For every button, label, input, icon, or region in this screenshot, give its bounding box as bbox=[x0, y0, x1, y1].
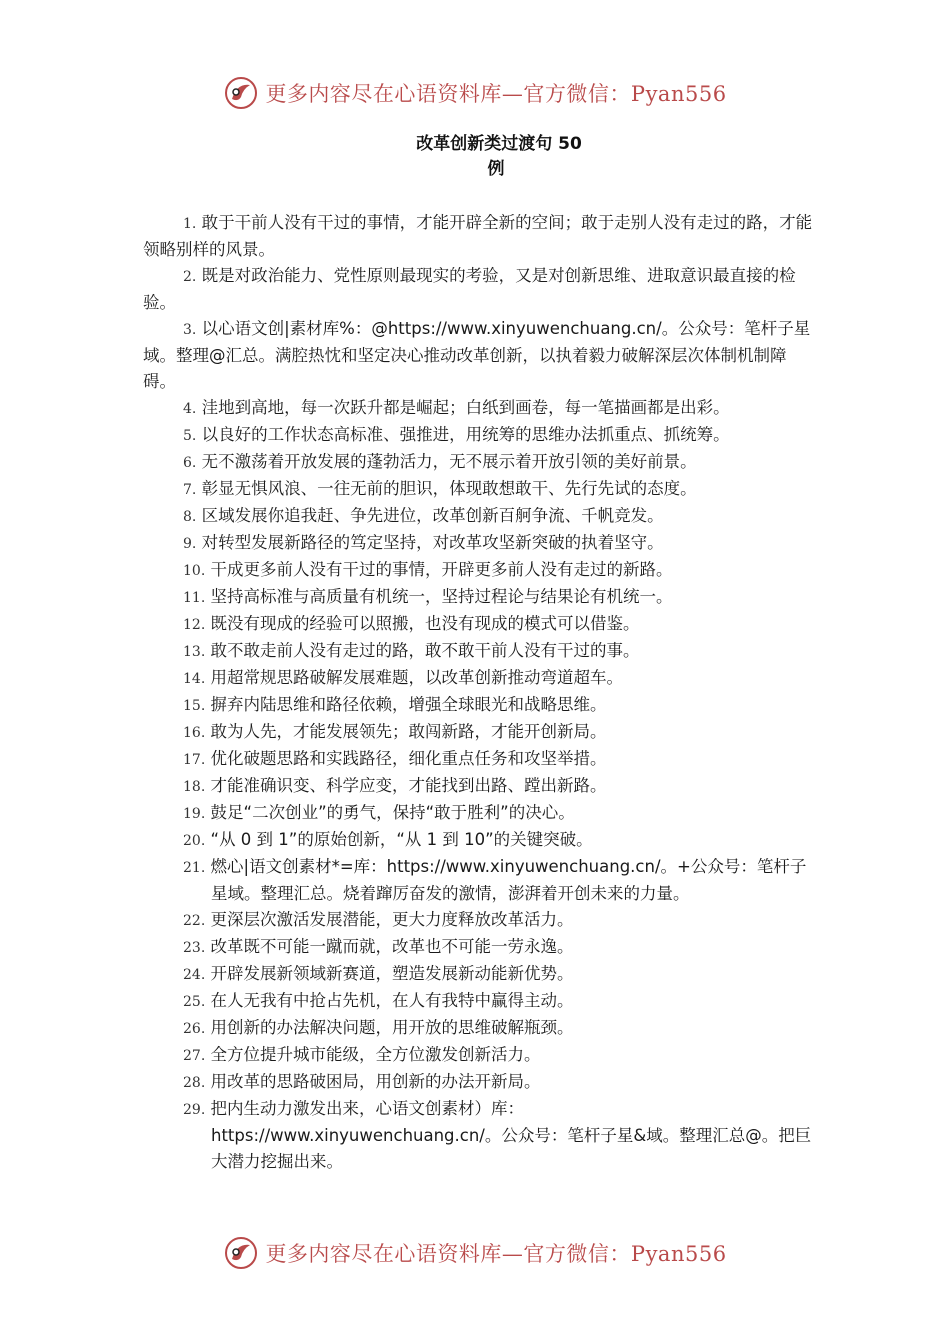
title-line-1: 改革创新类过渡句 50 bbox=[416, 134, 582, 154]
list-item bbox=[143, 934, 813, 961]
item-text: 全方位提升城市能级，全方位激发创新活力。 bbox=[210, 1045, 541, 1064]
item-text: 用创新的办法解决问题，用开放的思维破解瓶颈。 bbox=[210, 1018, 574, 1037]
item-number: 20. bbox=[183, 833, 206, 849]
item-number: 13. bbox=[183, 644, 206, 660]
list-item bbox=[143, 316, 813, 395]
item-number: 25. bbox=[183, 994, 206, 1010]
list-item bbox=[143, 1015, 813, 1042]
item-text: 敢于干前人没有干过的事情，才能开辟全新的空间；敢于走别人没有走过的路，才能领略别样的风景。 bbox=[143, 213, 813, 259]
item-number: 10. bbox=[183, 563, 206, 579]
list-item bbox=[143, 1042, 813, 1069]
item-text: 优化破题思路和实践路径，细化重点任务和攻坚举措。 bbox=[210, 749, 607, 768]
item-number: 9. bbox=[183, 536, 197, 552]
footer-watermark bbox=[0, 1233, 950, 1273]
list-item bbox=[143, 665, 813, 692]
item-number: 22. bbox=[183, 913, 206, 929]
list-item bbox=[143, 773, 813, 800]
item-text: 更深层次激活发展潜能，更大力度释放改革活力。 bbox=[210, 910, 574, 929]
list-item bbox=[143, 584, 813, 611]
watermark-text: 更多内容尽在心语资料库—官方微信：Pyan556 bbox=[265, 1242, 727, 1266]
page-title bbox=[0, 132, 950, 182]
list-item bbox=[143, 263, 813, 316]
item-number: 27. bbox=[183, 1048, 206, 1064]
item-number: 4. bbox=[183, 401, 197, 417]
item-text: 燃心|语文创素材*=库：https://www.xinyuwenchuang.cn/。+公众号：笔杆子星域。整理汇总。烧着蹿厉奋发的激情，澎湃着开创未来的力量。 bbox=[210, 857, 807, 903]
list-item bbox=[143, 800, 813, 827]
item-text: 区域发展你追我赶、争先进位，改革创新百舸争流、千帆竞发。 bbox=[201, 506, 664, 525]
item-number: 21. bbox=[183, 860, 206, 876]
item-text: 以心语文创|素材库%：@https://www.xinyuwenchuang.cn/。公众号：笔杆子星域。整理@汇总。满腔热忱和坚定决心推动改革创新，以执着毅力破解深层次体制机制障碍。 bbox=[143, 319, 811, 391]
item-text: 才能准确识变、科学应变，才能找到出路、蹚出新路。 bbox=[210, 776, 607, 795]
item-number: 12. bbox=[183, 617, 206, 633]
item-text: 洼地到高地，每一次跃升都是崛起；白纸到画卷，每一笔描画都是出彩。 bbox=[201, 398, 730, 417]
list-item bbox=[143, 827, 813, 854]
list-item bbox=[143, 449, 813, 476]
watermark-text: 更多内容尽在心语资料库—官方微信：Pyan556 bbox=[265, 82, 727, 106]
brand-logo-icon bbox=[223, 75, 259, 111]
item-text: 敢为人先，才能发展领先；敢闯新路，才能开创新局。 bbox=[210, 722, 607, 741]
item-number: 8. bbox=[183, 509, 197, 525]
list-item bbox=[143, 1069, 813, 1096]
item-number: 17. bbox=[183, 752, 206, 768]
list-item bbox=[143, 611, 813, 638]
item-text: 对转型发展新路径的笃定坚持，对改革攻坚新突破的执着坚守。 bbox=[201, 533, 664, 552]
item-number: 6. bbox=[183, 455, 197, 471]
item-text: 用改革的思路破困局，用创新的办法开新局。 bbox=[210, 1072, 541, 1091]
item-number: 7. bbox=[183, 482, 197, 498]
item-text: 既是对政治能力、党性原则最现实的考验，又是对创新思维、进取意识最直接的检验。 bbox=[143, 266, 796, 312]
item-text: “从 0 到 1”的原始创新，“从 1 到 10”的关键突破。 bbox=[210, 830, 593, 849]
item-text: 既没有现成的经验可以照搬，也没有现成的模式可以借鉴。 bbox=[210, 614, 640, 633]
item-number: 23. bbox=[183, 940, 206, 956]
item-number: 2. bbox=[183, 269, 197, 285]
list-item bbox=[143, 692, 813, 719]
item-number: 24. bbox=[183, 967, 206, 983]
item-text: 在人无我有中抢占先机，在人有我特中赢得主动。 bbox=[210, 991, 574, 1010]
item-text: 无不激荡着开放发展的蓬勃活力，无不展示着开放引领的美好前景。 bbox=[201, 452, 697, 471]
item-text: 干成更多前人没有干过的事情，开辟更多前人没有走过的新路。 bbox=[210, 560, 673, 579]
item-number: 26. bbox=[183, 1021, 206, 1037]
item-number: 14. bbox=[183, 671, 206, 687]
item-number: 1. bbox=[183, 216, 197, 232]
list-item bbox=[143, 476, 813, 503]
item-text: 彰显无惧风浪、一往无前的胆识，体现敢想敢干、先行先试的态度。 bbox=[201, 479, 697, 498]
item-number: 28. bbox=[183, 1075, 206, 1091]
list-item bbox=[143, 854, 813, 907]
item-number: 11. bbox=[183, 590, 206, 606]
item-text: 开辟发展新领域新赛道，塑造发展新动能新优势。 bbox=[210, 964, 574, 983]
item-text: 把内生动力激发出来，心语文创素材）库：https://www.xinyuwenchuang.cn/。公众号：笔杆子星&域。整理汇总@。把巨大潜力挖掘出来。 bbox=[210, 1099, 812, 1171]
list-item bbox=[143, 557, 813, 584]
item-text: 坚持高标准与高质量有机统一，坚持过程论与结果论有机统一。 bbox=[210, 587, 673, 606]
list-item bbox=[143, 638, 813, 665]
title-line-2: 例 bbox=[487, 159, 505, 179]
item-text: 摒弃内陆思维和路径依赖，增强全球眼光和战略思维。 bbox=[210, 695, 607, 714]
item-text: 敢不敢走前人没有走过的路，敢不敢干前人没有干过的事。 bbox=[210, 641, 640, 660]
item-text: 以良好的工作状态高标准、强推进，用统筹的思维办法抓重点、抓统筹。 bbox=[201, 425, 730, 444]
item-text: 用超常规思路破解发展难题，以改革创新推动弯道超车。 bbox=[210, 668, 624, 687]
item-text: 改革既不可能一蹴而就，改革也不可能一劳永逸。 bbox=[210, 937, 574, 956]
item-number: 3. bbox=[183, 322, 197, 338]
list-item bbox=[143, 395, 813, 422]
list-item bbox=[143, 961, 813, 988]
item-number: 19. bbox=[183, 806, 206, 822]
list-item bbox=[143, 907, 813, 934]
list-item bbox=[143, 210, 813, 263]
list-item bbox=[143, 746, 813, 773]
list-item bbox=[143, 1096, 813, 1175]
item-number: 18. bbox=[183, 779, 206, 795]
header-watermark bbox=[0, 73, 950, 113]
list-item bbox=[143, 422, 813, 449]
item-number: 29. bbox=[183, 1102, 206, 1118]
item-number: 15. bbox=[183, 698, 206, 714]
item-number: 5. bbox=[183, 428, 197, 444]
list-item bbox=[143, 719, 813, 746]
sentence-list bbox=[143, 210, 813, 1175]
item-number: 16. bbox=[183, 725, 206, 741]
list-item bbox=[143, 988, 813, 1015]
item-text: 鼓足“二次创业”的勇气，保持“敢于胜利”的决心。 bbox=[210, 803, 575, 822]
list-item bbox=[143, 503, 813, 530]
list-item bbox=[143, 530, 813, 557]
brand-logo-icon bbox=[223, 1235, 259, 1271]
